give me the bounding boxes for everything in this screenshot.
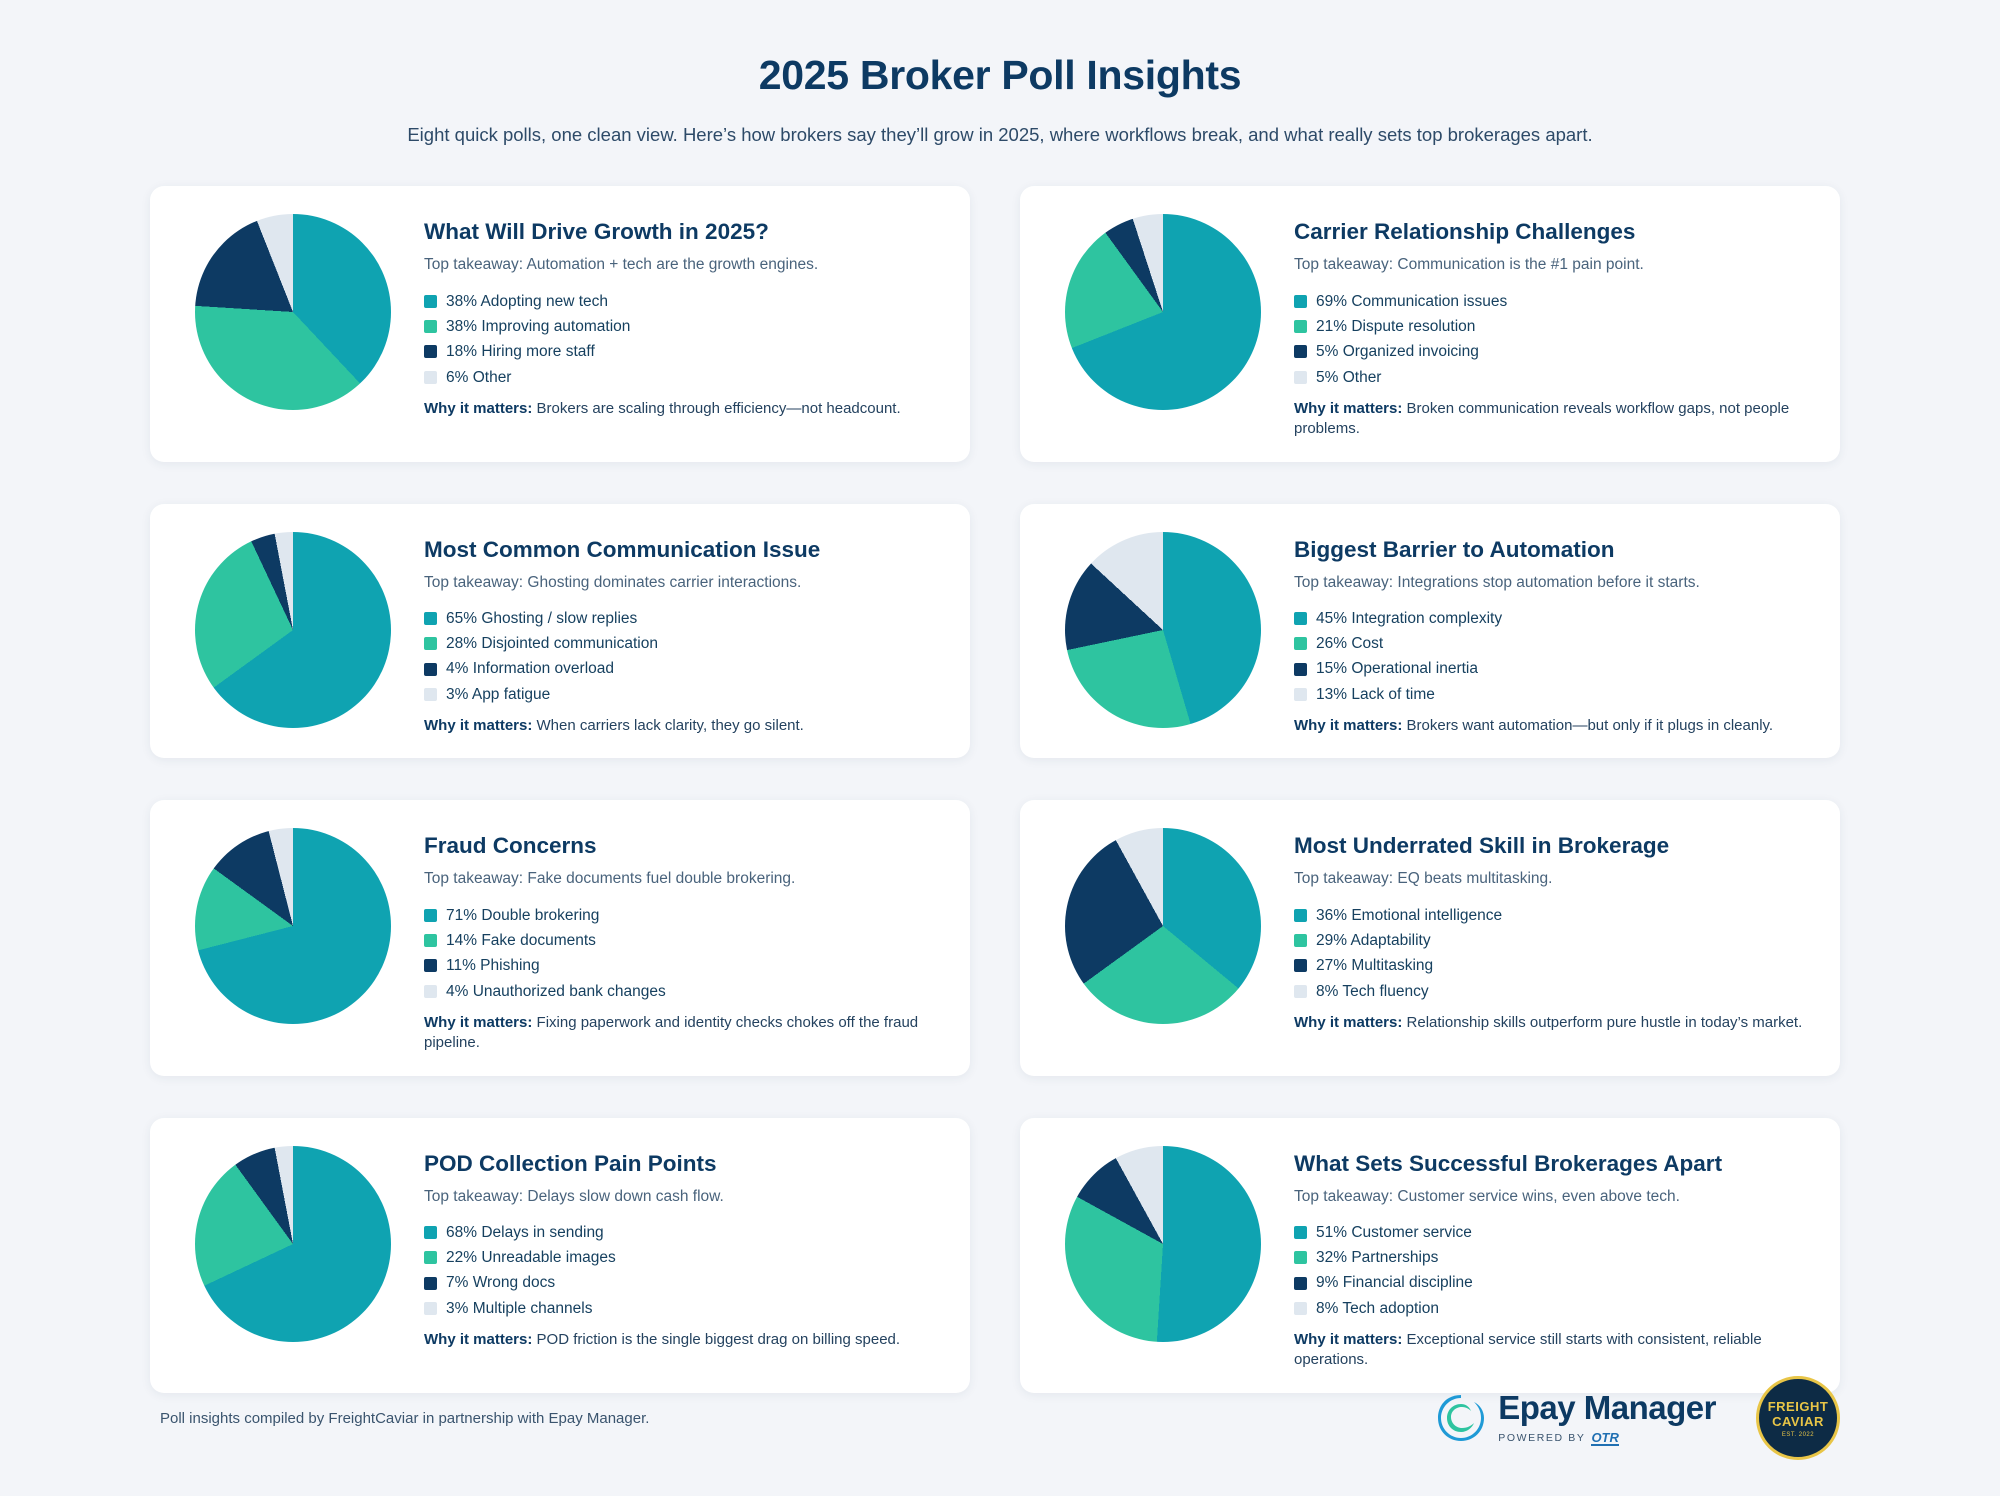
legend-swatch-icon <box>424 637 437 650</box>
legend-swatch-icon <box>1294 959 1307 972</box>
legend-swatch-icon <box>1294 371 1307 384</box>
legend-item <box>1294 956 1814 975</box>
poll-title: POD Collection Pain Points <box>424 1150 717 1176</box>
poll-why-it-matters <box>424 1330 944 1350</box>
legend-item <box>1294 906 1814 925</box>
legend-item <box>1294 659 1814 678</box>
legend-item <box>424 1223 944 1242</box>
pie-chart <box>195 214 391 410</box>
legend-swatch-icon <box>424 1226 437 1239</box>
poll-takeaway: Top takeaway: Ghosting dominates carrier interactions. <box>424 573 802 591</box>
why-label: Why it matters: <box>424 717 533 735</box>
poll-card-body <box>1288 526 1814 737</box>
pie-chart-wrap <box>168 208 418 410</box>
legend-item <box>1294 931 1814 950</box>
why-text: Brokers want automation—but only if it plugs in cleanly. <box>1402 717 1774 735</box>
legend-swatch-icon <box>1294 663 1307 676</box>
poll-title: Most Underrated Skill in Brokerage <box>1294 833 1670 859</box>
legend-label: 4% Information overload <box>446 660 615 678</box>
legend-swatch-icon <box>424 934 437 947</box>
why-label: Why it matters: <box>424 400 533 418</box>
pie-chart <box>1065 214 1261 410</box>
legend-item <box>1294 368 1814 387</box>
legend-swatch-icon <box>1294 345 1307 358</box>
why-label: Why it matters: <box>424 1014 533 1032</box>
legend-item <box>424 956 944 975</box>
legend-item <box>1294 609 1814 628</box>
chart-legend <box>424 292 944 388</box>
legend-swatch-icon <box>1294 1277 1307 1290</box>
legend-label: 9% Financial discipline <box>1316 1274 1473 1292</box>
legend-swatch-icon <box>424 295 437 308</box>
legend-item <box>424 609 944 628</box>
legend-swatch-icon <box>424 345 437 358</box>
legend-swatch-icon <box>424 371 437 384</box>
pie-chart-wrap <box>1038 822 1288 1024</box>
why-text: Relationship skills outperform pure hustle in today’s market. <box>1402 1014 1803 1032</box>
poll-takeaway: Top takeaway: EQ beats multitasking. <box>1294 870 1553 888</box>
poll-takeaway: Top takeaway: Customer service wins, even above tech. <box>1294 1187 1680 1205</box>
chart-legend <box>1294 609 1814 705</box>
legend-swatch-icon <box>1294 934 1307 947</box>
footer-credit: Poll insights compiled by FreightCaviar in partnership with Epay Manager. <box>160 1409 650 1427</box>
legend-label: 38% Adopting new tech <box>446 292 609 310</box>
poll-title: Biggest Barrier to Automation <box>1294 536 1615 562</box>
poll-why-it-matters <box>1294 399 1814 440</box>
legend-label: 32% Partnerships <box>1316 1249 1439 1267</box>
legend-item <box>424 634 944 653</box>
why-label: Why it matters: <box>1294 1331 1403 1349</box>
legend-label: 14% Fake documents <box>446 931 596 949</box>
legend-label: 7% Wrong docs <box>446 1274 556 1292</box>
poll-card <box>150 1118 970 1393</box>
legend-label: 29% Adaptability <box>1316 931 1431 949</box>
legend-label: 5% Other <box>1316 368 1382 386</box>
freightcaviar-line1: FREIGHT <box>1767 1398 1829 1414</box>
why-label: Why it matters: <box>424 1331 533 1349</box>
legend-item <box>424 1299 944 1318</box>
why-text: Brokers are scaling through efficiency—not headcount. <box>532 400 901 418</box>
chart-legend <box>424 609 944 705</box>
legend-label: 51% Customer service <box>1316 1223 1472 1241</box>
legend-swatch-icon <box>1294 1226 1307 1239</box>
legend-item <box>424 1273 944 1292</box>
poll-why-it-matters <box>424 1013 944 1054</box>
poll-takeaway: Top takeaway: Communication is the #1 pain point. <box>1294 256 1644 274</box>
legend-label: 65% Ghosting / slow replies <box>446 609 638 627</box>
poll-card-body <box>1288 822 1814 1033</box>
pie-chart-wrap <box>168 526 418 728</box>
pie-chart <box>195 828 391 1024</box>
page-subtitle: Eight quick polls, one clean view. Here’s how brokers say they’ll grow in 2025, where workflows break, and what really sets top brokerages apart. <box>407 124 1593 145</box>
freightcaviar-line2: CAVIAR <box>1772 1413 1824 1429</box>
legend-swatch-icon <box>424 959 437 972</box>
legend-swatch-icon <box>1294 909 1307 922</box>
legend-label: 21% Dispute resolution <box>1316 317 1476 335</box>
poll-card <box>150 504 970 759</box>
chart-legend <box>1294 1223 1814 1319</box>
poll-why-it-matters <box>1294 1330 1814 1371</box>
legend-item <box>424 317 944 336</box>
pie-chart-wrap <box>168 1140 418 1342</box>
legend-swatch-icon <box>1294 985 1307 998</box>
why-label: Why it matters: <box>1294 1014 1403 1032</box>
epay-manager-logo <box>1434 1388 1716 1446</box>
poll-takeaway: Top takeaway: Automation + tech are the growth engines. <box>424 256 819 274</box>
legend-swatch-icon <box>424 663 437 676</box>
legend-label: 3% App fatigue <box>446 685 551 703</box>
poll-title: Most Common Communication Issue <box>424 536 821 562</box>
legend-item <box>424 659 944 678</box>
poll-title: Fraud Concerns <box>424 833 597 859</box>
legend-swatch-icon <box>1294 612 1307 625</box>
poll-why-it-matters <box>1294 1013 1814 1033</box>
legend-item <box>1294 1273 1814 1292</box>
legend-swatch-icon <box>424 320 437 333</box>
legend-label: 8% Tech adoption <box>1316 1299 1439 1317</box>
legend-item <box>424 1248 944 1267</box>
legend-item <box>424 982 944 1001</box>
legend-label: 4% Unauthorized bank changes <box>446 982 666 1000</box>
poll-why-it-matters <box>424 716 944 736</box>
legend-label: 45% Integration complexity <box>1316 609 1503 627</box>
legend-label: 68% Delays in sending <box>446 1223 604 1241</box>
poll-title: Carrier Relationship Challenges <box>1294 219 1636 245</box>
why-text: Broken communication reveals workflow gaps, not people problems. <box>1294 400 1790 438</box>
legend-swatch-icon <box>424 1277 437 1290</box>
why-text: Exceptional service still starts with consistent, reliable operations. <box>1294 1331 1762 1369</box>
legend-swatch-icon <box>1294 688 1307 701</box>
poll-card-grid <box>150 186 1850 1392</box>
chart-legend <box>424 906 944 1002</box>
legend-label: 28% Disjointed communication <box>446 635 658 653</box>
legend-swatch-icon <box>1294 1302 1307 1315</box>
poll-card-body <box>418 208 944 419</box>
chart-legend <box>1294 292 1814 388</box>
pie-chart <box>195 1146 391 1342</box>
legend-swatch-icon <box>1294 320 1307 333</box>
poll-card <box>1020 504 1840 759</box>
legend-label: 15% Operational inertia <box>1316 660 1478 678</box>
legend-label: 26% Cost <box>1316 635 1384 653</box>
epay-powered-label: POWERED BY <box>1498 1431 1586 1444</box>
poll-takeaway: Top takeaway: Integrations stop automation before it starts. <box>1294 573 1700 591</box>
poll-card-body <box>418 1140 944 1351</box>
poll-takeaway: Top takeaway: Fake documents fuel double brokering. <box>424 870 796 888</box>
poll-card <box>1020 186 1840 461</box>
poll-card-body <box>1288 1140 1814 1371</box>
legend-label: 8% Tech fluency <box>1316 982 1429 1000</box>
legend-swatch-icon <box>1294 1251 1307 1264</box>
legend-item <box>424 931 944 950</box>
legend-swatch-icon <box>424 1251 437 1264</box>
poll-card <box>150 186 970 461</box>
header <box>0 0 2000 148</box>
legend-item <box>424 906 944 925</box>
epay-swirl-icon <box>1434 1391 1488 1445</box>
legend-label: 36% Emotional intelligence <box>1316 906 1503 924</box>
poll-card <box>150 800 970 1075</box>
legend-item <box>1294 634 1814 653</box>
legend-item <box>1294 292 1814 311</box>
pie-chart <box>1065 1146 1261 1342</box>
legend-swatch-icon <box>424 909 437 922</box>
legend-swatch-icon <box>424 985 437 998</box>
legend-swatch-icon <box>424 1302 437 1315</box>
otr-logo: OTR <box>1591 1429 1619 1445</box>
why-text: POD friction is the single biggest drag on billing speed. <box>532 1331 901 1349</box>
poll-why-it-matters <box>424 399 944 419</box>
epay-powered-by <box>1498 1431 1716 1446</box>
legend-label: 6% Other <box>446 368 512 386</box>
why-label: Why it matters: <box>1294 400 1403 418</box>
freightcaviar-logo <box>1756 1376 1840 1460</box>
pie-chart-wrap <box>168 822 418 1024</box>
legend-swatch-icon <box>1294 637 1307 650</box>
why-label: Why it matters: <box>1294 717 1403 735</box>
why-text: When carriers lack clarity, they go silent. <box>532 717 804 735</box>
legend-item <box>424 685 944 704</box>
chart-legend <box>1294 906 1814 1002</box>
legend-label: 5% Organized invoicing <box>1316 343 1479 361</box>
legend-item <box>424 292 944 311</box>
legend-label: 22% Unreadable images <box>446 1249 616 1267</box>
legend-label: 38% Improving automation <box>446 317 631 335</box>
legend-swatch-icon <box>1294 295 1307 308</box>
legend-label: 71% Double brokering <box>446 906 600 924</box>
legend-item <box>1294 982 1814 1001</box>
legend-item <box>1294 1299 1814 1318</box>
poll-title: What Will Drive Growth in 2025? <box>424 219 769 245</box>
legend-label: 69% Communication issues <box>1316 292 1508 310</box>
pie-chart-wrap <box>1038 208 1288 410</box>
legend-label: 11% Phishing <box>446 957 540 975</box>
legend-item <box>1294 317 1814 336</box>
legend-label: 27% Multitasking <box>1316 957 1434 975</box>
legend-label: 18% Hiring more staff <box>446 343 595 361</box>
pie-chart <box>1065 828 1261 1024</box>
legend-label: 3% Multiple channels <box>446 1299 593 1317</box>
pie-chart-wrap <box>1038 526 1288 728</box>
why-text: Fixing paperwork and identity checks chokes off the fraud pipeline. <box>424 1014 919 1052</box>
poll-card-body <box>1288 208 1814 439</box>
legend-item <box>424 368 944 387</box>
legend-swatch-icon <box>424 612 437 625</box>
legend-item <box>1294 1248 1814 1267</box>
poll-card <box>1020 800 1840 1075</box>
pie-chart <box>195 532 391 728</box>
poll-card-body <box>418 822 944 1053</box>
legend-swatch-icon <box>424 688 437 701</box>
poll-why-it-matters <box>1294 716 1814 736</box>
legend-item <box>1294 1223 1814 1242</box>
legend-item <box>1294 685 1814 704</box>
footer-brands <box>1434 1376 1840 1460</box>
chart-legend <box>424 1223 944 1319</box>
legend-item <box>1294 342 1814 361</box>
pie-chart-wrap <box>1038 1140 1288 1342</box>
poll-card <box>1020 1118 1840 1393</box>
page-title: 2025 Broker Poll Insights <box>758 52 1242 98</box>
freightcaviar-line3: EST. 2022 <box>1781 1431 1815 1438</box>
epay-name: Epay Manager <box>1498 1388 1716 1426</box>
footer <box>130 1376 1870 1460</box>
legend-item <box>424 342 944 361</box>
poll-title: What Sets Successful Brokerages Apart <box>1294 1150 1723 1176</box>
pie-chart <box>1065 532 1261 728</box>
poll-card-body <box>418 526 944 737</box>
poll-takeaway: Top takeaway: Delays slow down cash flow. <box>424 1187 724 1205</box>
legend-label: 13% Lack of time <box>1316 685 1435 703</box>
